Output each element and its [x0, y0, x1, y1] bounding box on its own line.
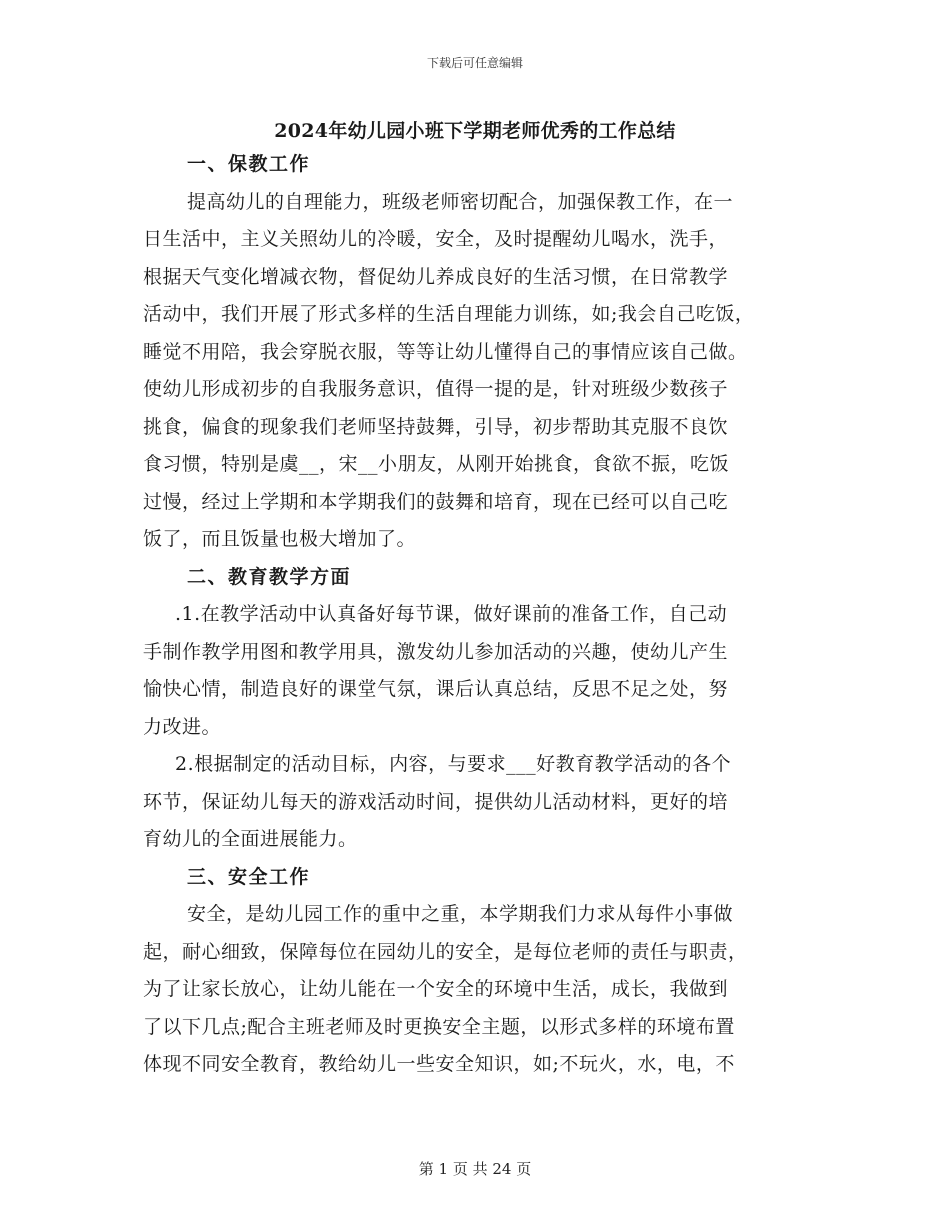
paragraph-line: 愉快心情，制造良好的课堂气氛，课后认真总结，反思不足之处，努	[143, 678, 729, 700]
paragraph-line: 挑食，偏食的现象我们老师坚持鼓舞，引导，初步帮助其克服不良饮	[143, 415, 729, 438]
paragraph-line: 饭了，而且饭量也极大增加了。	[143, 528, 417, 550]
paragraph-line: 食习惯，特别是虞__，宋__小朋友，从刚开始挑食，食欲不振，吃饭	[143, 453, 730, 475]
document-body	[143, 146, 813, 1084]
paragraph-line: 环节，保证幼儿每天的游戏活动时间，提供幼儿活动材料，更好的培	[143, 790, 729, 813]
section-heading-care-education: 一、保教工作	[187, 153, 311, 175]
paragraph-line: 力改进。	[143, 715, 222, 738]
page-number: 第 1 页 共 24 页	[418, 1160, 532, 1178]
header-note: 下载后可任意编辑	[426, 56, 523, 70]
paragraph-line: 为了让家长放心，让幼儿能在一个安全的环境中生活，成长，我做到	[143, 978, 729, 1000]
paragraph-line: 活动中，我们开展了形式多样的生活自理能力训练，如;我会自己吃饭，	[143, 303, 755, 325]
paragraph-line: 过慢，经过上学期和本学期我们的鼓舞和培育，现在已经可以自己吃	[143, 490, 729, 513]
paragraph-line: 2.根据制定的活动目标，内容，与要求___好教育教学活动的各个	[175, 753, 732, 775]
document-title: 2024年幼儿园小班下学期老师优秀的工作总结	[274, 120, 676, 142]
paragraph-line: 使幼儿形成初步的自我服务意识，值得一提的是，针对班级少数孩子	[143, 378, 729, 400]
paragraph-line: 了以下几点;配合主班老师及时更换安全主题，以形式多样的环境布置	[143, 1015, 735, 1038]
paragraph-line: 育幼儿的全面进展能力。	[143, 828, 358, 850]
paragraph-line: 日生活中，主义关照幼儿的冷暖，安全，及时提醒幼儿喝水，洗手，	[143, 228, 729, 250]
paragraph-line: 起，耐心细致，保障每位在园幼儿的安全，是每位老师的责任与职责，	[143, 940, 748, 963]
paragraph-line: 根据天气变化增减衣物，督促幼儿养成良好的生活习惯，在日常教学	[143, 265, 729, 288]
section-heading-teaching: 二、教育教学方面	[187, 565, 352, 588]
paragraph-line: 提高幼儿的自理能力，班级老师密切配合，加强保教工作，在一	[187, 190, 734, 213]
paragraph-line: .1.在教学活动中认真备好每节课，做好课前的准备工作，自己动	[175, 603, 728, 625]
paragraph-line: 体现不同安全教育，教给幼儿一些安全知识，如;不玩火，水，电，不	[143, 1053, 735, 1075]
paragraph-line: 睡觉不用陪，我会穿脱衣服，等等让幼儿懂得自己的事情应该自己做。	[143, 340, 748, 363]
paragraph-line: 安全，是幼儿园工作的重中之重，本学期我们力求从每件小事做	[187, 903, 734, 925]
section-heading-safety: 三、安全工作	[187, 865, 311, 888]
paragraph-line: 手制作教学用图和教学用具，激发幼儿参加活动的兴趣，使幼儿产生	[143, 640, 729, 663]
